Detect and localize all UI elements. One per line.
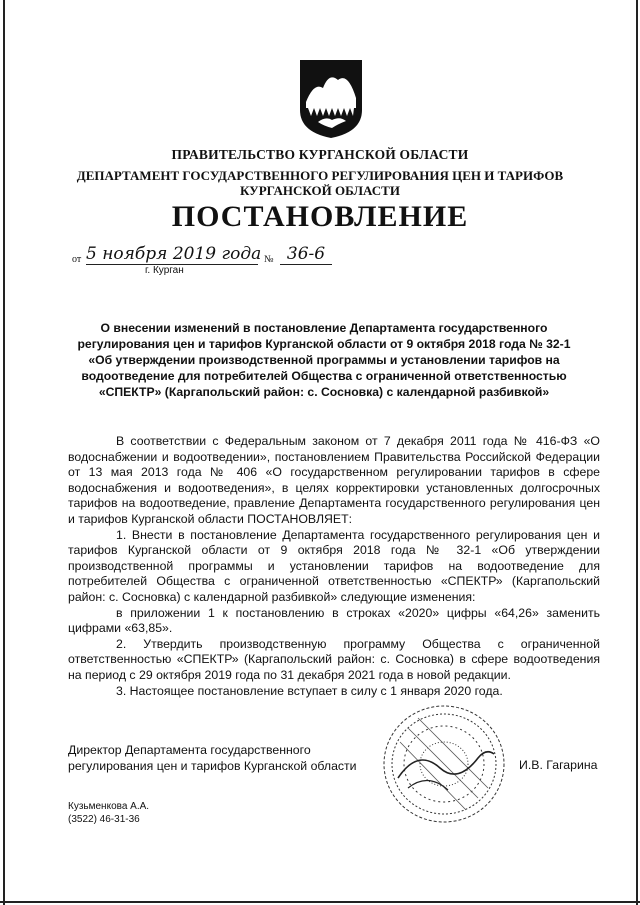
item-3: 3. Настоящее постановление вступает в силу с 1 января 2020 года. — [116, 683, 503, 698]
executor-info — [68, 800, 149, 826]
date-number-line — [72, 244, 352, 266]
signatory-position-line1: Директор Департамента государственного — [68, 743, 311, 757]
signatory-position-line2: регулирования цен и тарифов Курганской области — [68, 759, 357, 773]
label-from: от — [72, 254, 82, 265]
coat-of-arms-icon — [296, 58, 366, 140]
executor-phone: (3522) 46-31-36 — [68, 814, 140, 825]
handwritten-date: 5 ноября 2019 года — [86, 244, 262, 264]
city: г. Курган — [145, 265, 184, 276]
document-type: ПОСТАНОВЛЕНИЕ — [171, 200, 469, 233]
official-seal-stamp — [378, 698, 510, 830]
item-2: 2. Утвердить производственную программу Общества с ограниченной ответственностью «СПЕКТР» (Каргапольский район: с. Сосновка) в сфере водоотведения на период с 29 октября 2019 года по 31 декабря 2021 года в новой редакции. — [68, 636, 600, 682]
scan-edge-bottom — [0, 901, 640, 903]
scan-edge-right — [636, 0, 638, 905]
department-name — [0, 168, 640, 198]
scan-edge-left — [3, 0, 5, 905]
government-name: ПРАВИТЕЛЬСТВО КУРГАНСКОЙ ОБЛАСТИ — [171, 147, 469, 162]
department-name-line1: ДЕПАРТАМЕНТ ГОСУДАРСТВЕННОГО РЕГУЛИРОВАНИЯ ЦЕН И ТАРИФОВ — [76, 168, 564, 183]
department-name-line2: КУРГАНСКОЙ ОБЛАСТИ — [240, 183, 400, 198]
label-number: № — [264, 254, 274, 265]
document-body — [68, 434, 600, 699]
item-1-sub: в приложении 1 к постановлению в строках «2020» цифры «64,26» заменить цифрами «63,85». — [68, 605, 600, 636]
signatory-position — [68, 742, 388, 774]
item-1: 1. Внести в постановление Департамента государственного регулирования цен и тарифов Курганской области от 9 октября 2018 года № 32-1 «Об утверждении производственной программы и установлении тарифов на водоотведение для потребителей Общества с ограниченной ответственностью «СПЕКТР» (Каргапольский район: с. Сосновка) с календарной разбивкой» следующие изменения: — [68, 527, 600, 604]
document-title: О внесении изменений в постановление Департамента государственного регулирования цен и тарифов Курганской области от 9 октября 2018 года № 32-1 «Об утверждении производственной программы и установлении тарифов на водоотведение для потребителей Общества с ограниченной ответственностью «СПЕКТР» (Каргапольский район: с. Сосновка) с календарной разбивкой» — [77, 321, 571, 399]
handwritten-number: 36-6 — [280, 244, 332, 265]
preamble: В соответствии с Федеральным законом от 7 декабря 2011 года № 416-ФЗ «О водоснабжении и водоотведении», постановлением Правительства Российской Федерации от 13 мая 2013 года № 406 «О государственном регулировании тарифов в сфере водоснабжения и водоотведения», в целях корректировки установленных долгосрочных тарифов на водоотведение, правление Департамента государственного регулирования цен и тарифов Курганской области ПОСТАНОВЛЯЕТ: — [68, 434, 600, 526]
signatory-name: И.В. Гагарина — [519, 758, 598, 772]
executor-name: Кузьменкова А.А. — [68, 801, 150, 812]
